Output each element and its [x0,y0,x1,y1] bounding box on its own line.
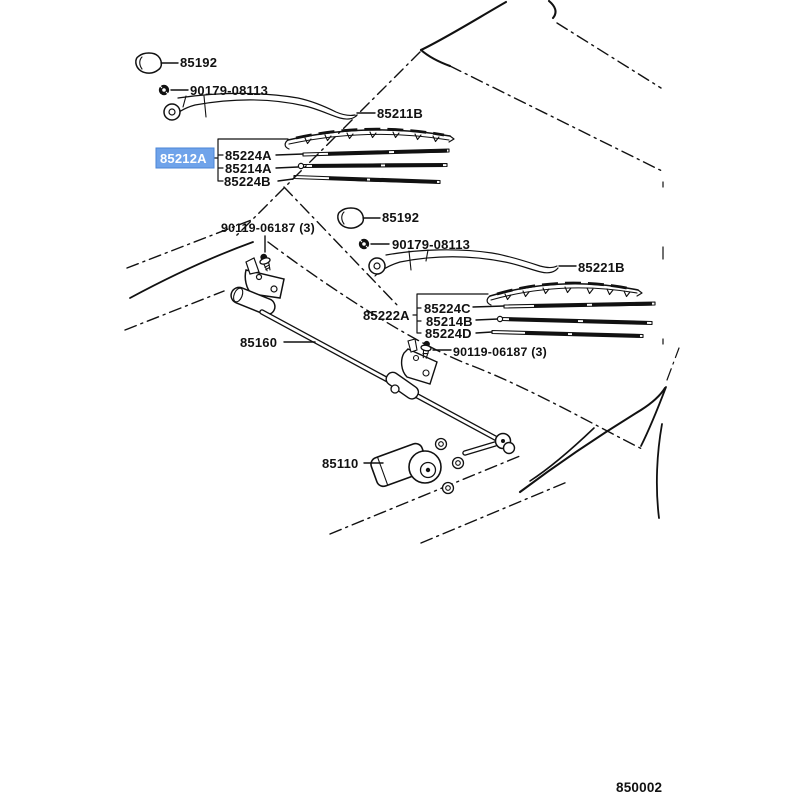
part-label-linkage[interactable]: 85160 [240,335,278,350]
pivot-bolt-icon [258,252,273,272]
rubber-strip-drawing [497,316,652,324]
part-label-pivot-bolt-upper[interactable]: 90119-06187 (3) [221,221,315,235]
wiper-pivot-left-drawing [229,258,284,317]
leader-line [473,306,504,307]
part-label-motor[interactable]: 85110 [322,456,359,471]
leader-line [476,332,492,333]
arm-nut-icon [359,239,369,249]
leader-line [476,319,498,320]
part-label-insert-85224b[interactable]: 85224B [224,174,271,189]
leader-line [278,179,293,181]
diagram-code: 850002 [616,780,663,795]
leader-line [276,167,298,168]
pivot-cap-icon [338,208,364,228]
part-label-insert-85224d[interactable]: 85224D [425,326,472,341]
part-label-cap-lower[interactable]: 85192 [382,210,420,225]
part-label-cap-upper[interactable]: 85192 [180,55,218,70]
part-label-insert-85214b[interactable]: 85214B [426,314,473,329]
motor-link-inner [465,444,495,453]
upper-wiper-assembly [136,53,454,189]
part-label-insert-85224a[interactable]: 85224A [225,148,272,163]
rubber-strip-drawing [492,331,643,338]
rubber-strip-drawing [294,176,440,184]
arm-nut-icon [159,85,169,95]
lower-wiper-assembly [338,208,655,341]
wiper-linkage-assembly [221,221,547,454]
wiper-blade-upper-drawing [285,129,454,149]
part-label-nut-upper[interactable]: 90179-08113 [190,83,269,98]
leader-line [276,154,303,155]
part-label-arm-upper[interactable]: 85211B [377,106,424,121]
part-label-blade-lower[interactable]: 85222A [363,308,410,323]
wiper-arm-lower-drawing [369,250,558,276]
part-label-insert-85224c[interactable]: 85224C [424,301,471,316]
pivot-cap-icon [136,53,162,73]
wiper-motor-drawing [369,439,463,494]
ball-joint-drawing [496,434,515,454]
part-label-arm-lower[interactable]: 85221B [578,260,625,275]
rubber-strip-drawing [298,163,447,168]
rubber-strip-drawing [504,302,655,308]
part-label-insert-85214a[interactable]: 85214A [225,161,272,176]
wiper-motor-group [322,439,464,494]
part-label-nut-lower[interactable]: 90179-08113 [392,237,471,252]
part-label-pivot-bolt-lower[interactable]: 90119-06187 (3) [453,345,547,359]
part-label-blade-upper-highlighted[interactable] [156,148,214,168]
part-label-blade-upper[interactable]: 85212A [160,151,207,166]
rubber-strip-drawing [303,149,449,156]
wiper-blade-lower-drawing [487,283,642,305]
